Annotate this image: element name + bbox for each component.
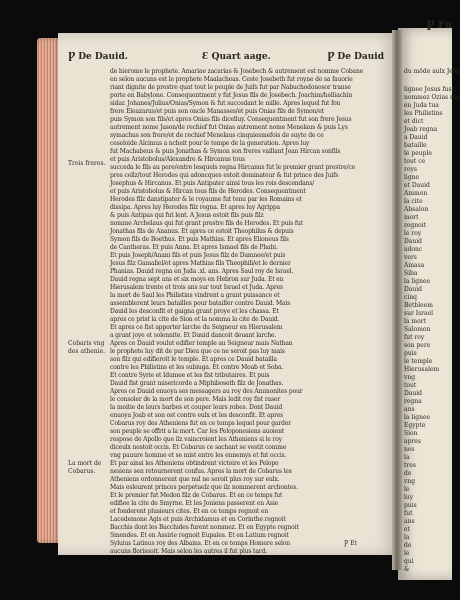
right-text-line: de [404, 470, 412, 477]
margin-note: La mort de Cobarus. [68, 460, 102, 475]
text-line: son peuple se offrit a la mort. Car les Peloponesiens auoient [110, 428, 285, 435]
text-line: de hierome le prophete. Amariae zacarias & Josebech & autrement est nomme Cobane [110, 68, 364, 75]
text-line: Et par ainsi les Atheniens obtindrent victoire et les Pelopo [110, 460, 279, 467]
right-text-line: qui [404, 558, 414, 565]
right-text-line: de [404, 542, 412, 549]
text-line: enuoya Joab et son ost contre eulx et les desconfit. Et apres [110, 412, 284, 419]
right-text-line: regna [404, 398, 422, 405]
right-text-line: ans [404, 518, 415, 525]
right-text-line: mort [404, 214, 419, 221]
gutter [392, 30, 402, 570]
right-text-line: Joab regna [404, 126, 438, 133]
right-text-line: Hierusalem [404, 366, 440, 373]
text-line: puis Symon son fils/et apres Onias fils dicelluy. Consequentment fut son frere Jesus [110, 116, 352, 123]
right-text-line: Siba [404, 270, 418, 277]
text-line: Dauid les desconfit et gaigna grant proye et les chassa. Et [110, 308, 279, 315]
right-text-line: nommez Ozias roy [404, 94, 460, 101]
right-text-line: la [404, 454, 410, 461]
text-line: Lacedemone Agis et puis Archidamus et en Corinthe regnoit [110, 516, 286, 523]
right-text-line: en Juda tua [404, 102, 439, 109]
right-page-text [404, 86, 460, 586]
right-text-line: son pere [404, 342, 431, 349]
text-line: et puis Aristobolus & Hircan tous fils de Herodes. Consequentment [110, 188, 306, 195]
text-line: edifiee la cite de Smyrne. Et les Joniens passerent en Asie [110, 500, 279, 507]
text-line: le prophete luy dit de par Dieu que ce ne seroit pas luy mais [110, 348, 285, 355]
right-text-line: vng [404, 374, 416, 381]
right-text-line: les Philistins [404, 110, 443, 117]
text-line: Et le premier fut Medon filz de Cobarus. Et en ce temps fut [110, 492, 283, 499]
text-line: Et apres ce fist apporter larche du Seigneur en Hierusalem [110, 324, 283, 331]
right-page-head [404, 68, 459, 76]
text-line: riant dignite de prestre quat tout le peuple de Juifs fut par Nabuchodonosor transe [110, 84, 351, 91]
right-text-line: Bethleem [404, 302, 433, 309]
text-line: le consoler de la mort de son pere. Mais ledit roy fist raser [110, 396, 281, 403]
text-line: apres ce prist la cite de Sion et la nomma la cite de Dauid. [110, 316, 280, 323]
text-line: et puis Aristobolus/Alexandre & Hircanus tous [110, 156, 245, 163]
text-line: Et contre Syrie et Idumee et les fist tributaires. Et puis [110, 372, 270, 379]
text-line: ceseloide Alcimus a ncheit pour le tempe de la generation. Apres luy [110, 140, 310, 147]
text-line: la moitie de leurs barbes et couper leurs robes. Dont Dauid [110, 404, 283, 411]
text-line: son filz qui edifieroit le temple. Et apres ce Dauid batailla [110, 356, 277, 363]
text-line: Symon fils de Boethus. Et puis Mathias. Et apres Elioneus fils [110, 236, 289, 243]
right-text-line: le peuple [404, 150, 432, 157]
catchword: Ƿ Et [344, 540, 357, 547]
text-line: Cobarus roy des Atheniens fut en ce temps lequel pour garder [110, 420, 291, 427]
text-line: Josephus & Hircanus. Et puis Antipater ainsi tous les rois descendans/ [110, 180, 315, 187]
text-line: sidar. Johanes/Julius/Onias/Symon & fut succedant le mille. Apres lequel fut fon [110, 100, 341, 107]
text-line: Jesus filz Gamaliel/et apres Mathias fils Theophili/et le dernier [110, 260, 291, 267]
running-head-middle: Ɛ Quart aage. [202, 52, 271, 62]
right-text-line: lignee Jesus fust. [404, 86, 456, 93]
running-head-right: Ƿ De Dauid [327, 52, 384, 62]
right-text-line: tres [404, 462, 416, 469]
text-line: fut Machabeus & puis Jonathas & Symon son freres vaillant Jean Hircan sonfils [110, 148, 341, 155]
margin-note: Trois freres. [68, 160, 106, 167]
right-text-line: la mort [404, 318, 426, 325]
right-text-line: nes [404, 446, 415, 453]
text-line: Mais esleurent princes perpetuelz que ilz nommerent archontes. [110, 484, 298, 491]
margin-note: Cobaris vng des athenie. [68, 340, 106, 355]
right-text-line: le [404, 486, 410, 493]
right-text-line: fut roy [404, 334, 425, 341]
right-text-line: regnoit [404, 222, 427, 229]
text-line: respose de Apollo que ilz vaincroient les Atheniens si le roy [110, 436, 282, 443]
text-line: vng pauure homme et se mist entre les ennemys et fut occis. [110, 452, 287, 459]
text-line: porte en Babylone. Consequentment y fut Jesus fils de Josebech. Joachim/helliachin [110, 92, 353, 99]
right-text-line: Dauid [404, 286, 423, 293]
right-text-line: la lignee [404, 414, 431, 421]
right-text-line: le [404, 550, 410, 557]
right-text-line: puis [404, 502, 417, 509]
text-line: Apres ce Dauid voulut edifier temple au Seigneur mais Nathan [110, 340, 293, 347]
right-text-line: ligne [404, 174, 420, 181]
right-text-line: fut [404, 510, 413, 517]
text-line: pres cellz/tout Herodes qui adoncques estoit dominateur & fut prince des Juifs [110, 172, 339, 179]
right-text-line: cinq [404, 294, 417, 301]
right-text-line: et dict [404, 118, 424, 125]
right-text-line: Dauid [404, 390, 423, 397]
right-page [398, 28, 460, 580]
text-line: contre les Philistins et les subiuga. Et contre Moab et Soba. [110, 364, 284, 371]
running-head-left: Ƿ De Dauid. [68, 52, 128, 62]
right-text-line: Sion [404, 430, 418, 437]
text-line: aucuns florissoit. Mais selon les autres il fut plus tard. [110, 548, 267, 555]
right-text-line: a Dauid [404, 134, 428, 141]
right-text-line: tout ce [404, 158, 426, 165]
right-text-line: sur Israel [404, 310, 434, 317]
text-line: assemblerent leurs batailles pour batailler contre Dauid. Mais [110, 300, 291, 307]
text-line: la mort de Saul les Philistins vindrent a grant puissance et [110, 292, 280, 299]
right-text-line: le temple [404, 358, 433, 365]
text-line: autrement nome Jason/de rechief fut Onias autrement nome Menelaus & puis Lys [110, 124, 348, 131]
right-page-number: Ƿ Fu [426, 20, 452, 31]
text-line: Dauid regna sept ans et six moys en Hebron sur Juda. Et en [110, 276, 284, 283]
running-head [68, 52, 388, 66]
text-line: Atheniens ordonnerent que nul ne seroit plus roy sur eulx. [110, 476, 280, 483]
right-text-line: Ammon [404, 190, 428, 197]
text-line: et fonderent plusieurs cites. Et en ce temps regnoit en [110, 508, 269, 515]
text-line: nomme Archelaus qui fut grant prestre fils de Herodes. Et puis fut [110, 220, 303, 227]
right-text-line: la [404, 534, 410, 541]
right-text-line: vng [404, 478, 416, 485]
right-text-line: luy [404, 494, 414, 501]
right-text-line: puis [404, 350, 417, 357]
right-text-line: & [404, 566, 410, 573]
text-line: Et puis Joseph/Anani fils et puis Jesus filz de Damnee/et puis [110, 252, 286, 259]
text-line: Dauid fist grant misericorde a Miphiboseth filz de Jonathas. [110, 380, 284, 387]
right-text-line: Absalon [404, 206, 429, 213]
text-line: frere Eleazarus/et puis son oncle Manasses/et puis Onias fils de Symon/et [110, 108, 324, 115]
text-line: Syluius Latinus roy des Albains. Et en ce temps Homere selon [110, 540, 290, 547]
text-line: Apres ce Dauid enuoya ses messagers au roy des Ammonites pour [110, 388, 303, 395]
text-line: en selon aucuns est le prophete Maalacheas. Ceste Josebeth fut royne de sa fauorie [110, 76, 353, 83]
right-text-line: tout [404, 382, 417, 389]
right-head-line: du mõde aulx Jeſu [404, 68, 459, 75]
text-line: Phanias. Dauid regna en Juda .xl. ans. Apres Saul roy de Israel. [110, 268, 294, 275]
text-line: Bacchis dont les Bacchides furent nommez. Et en Egypte regnoit [110, 524, 299, 531]
right-text-line: ans [404, 406, 415, 413]
text-line: a grant joye et solennite. Et Dauid dancoit deuant larche. [110, 332, 277, 339]
right-text-line: adonc [404, 246, 423, 253]
right-text-line: Dauid [404, 238, 423, 245]
margin-notes [68, 68, 108, 540]
text-line: Hierusalem trente et trois ans sur tout Israel et Juda. Apres [110, 284, 283, 291]
right-text-line: la cite [404, 198, 423, 205]
right-text-line: Amasa [404, 262, 425, 269]
text-line: Jonathas fils de Ananus. Et apres ce estoit Theophilus & depuis [110, 228, 294, 235]
text-line: & puis Antipas qui fut lent. A Jesus estoit fils puis filz [110, 212, 264, 219]
text-line: dissipa. Apres luy Herodes filz regna. Et apres luy Agrippa [110, 204, 280, 211]
right-text-line: vers [404, 254, 417, 261]
text-line: Smendes. Et en Assirie regnoit Eupales. Et en Latium regnoit [110, 532, 289, 539]
right-text-line: la lignee [404, 278, 431, 285]
right-text-line: bataille [404, 142, 427, 149]
right-text-line: Salomon [404, 326, 431, 333]
right-text-line: et Dauid [404, 182, 430, 189]
text-line: Herodes filz danstipater & le royaume fut tenu par les Romains et [110, 196, 302, 203]
right-text-line: le roy [404, 230, 422, 237]
text-line: succeda le fils au pere/entre lesquels regna Hircanus fut le premier grant prestre/ce [110, 164, 356, 171]
text-line: diceulx nestoit occis. Et Cobarus ce sachant se vestit comme [110, 444, 287, 451]
right-text-line: apres [404, 438, 421, 445]
right-text-line: et [404, 526, 410, 533]
right-text-line: Egypte [404, 422, 426, 429]
text-line: nesiens sen retournerent confus. Apres la mort de Cobarus les [110, 468, 292, 475]
text-line: symachus son frere/et de rechief Menelaus cinquiesmefois de suyte de ce [110, 132, 324, 139]
text-line: de Cantheras. Et puis Anna. Et apres Ismael fils de Phabi. [110, 244, 278, 251]
right-text-line: roys [404, 166, 417, 173]
